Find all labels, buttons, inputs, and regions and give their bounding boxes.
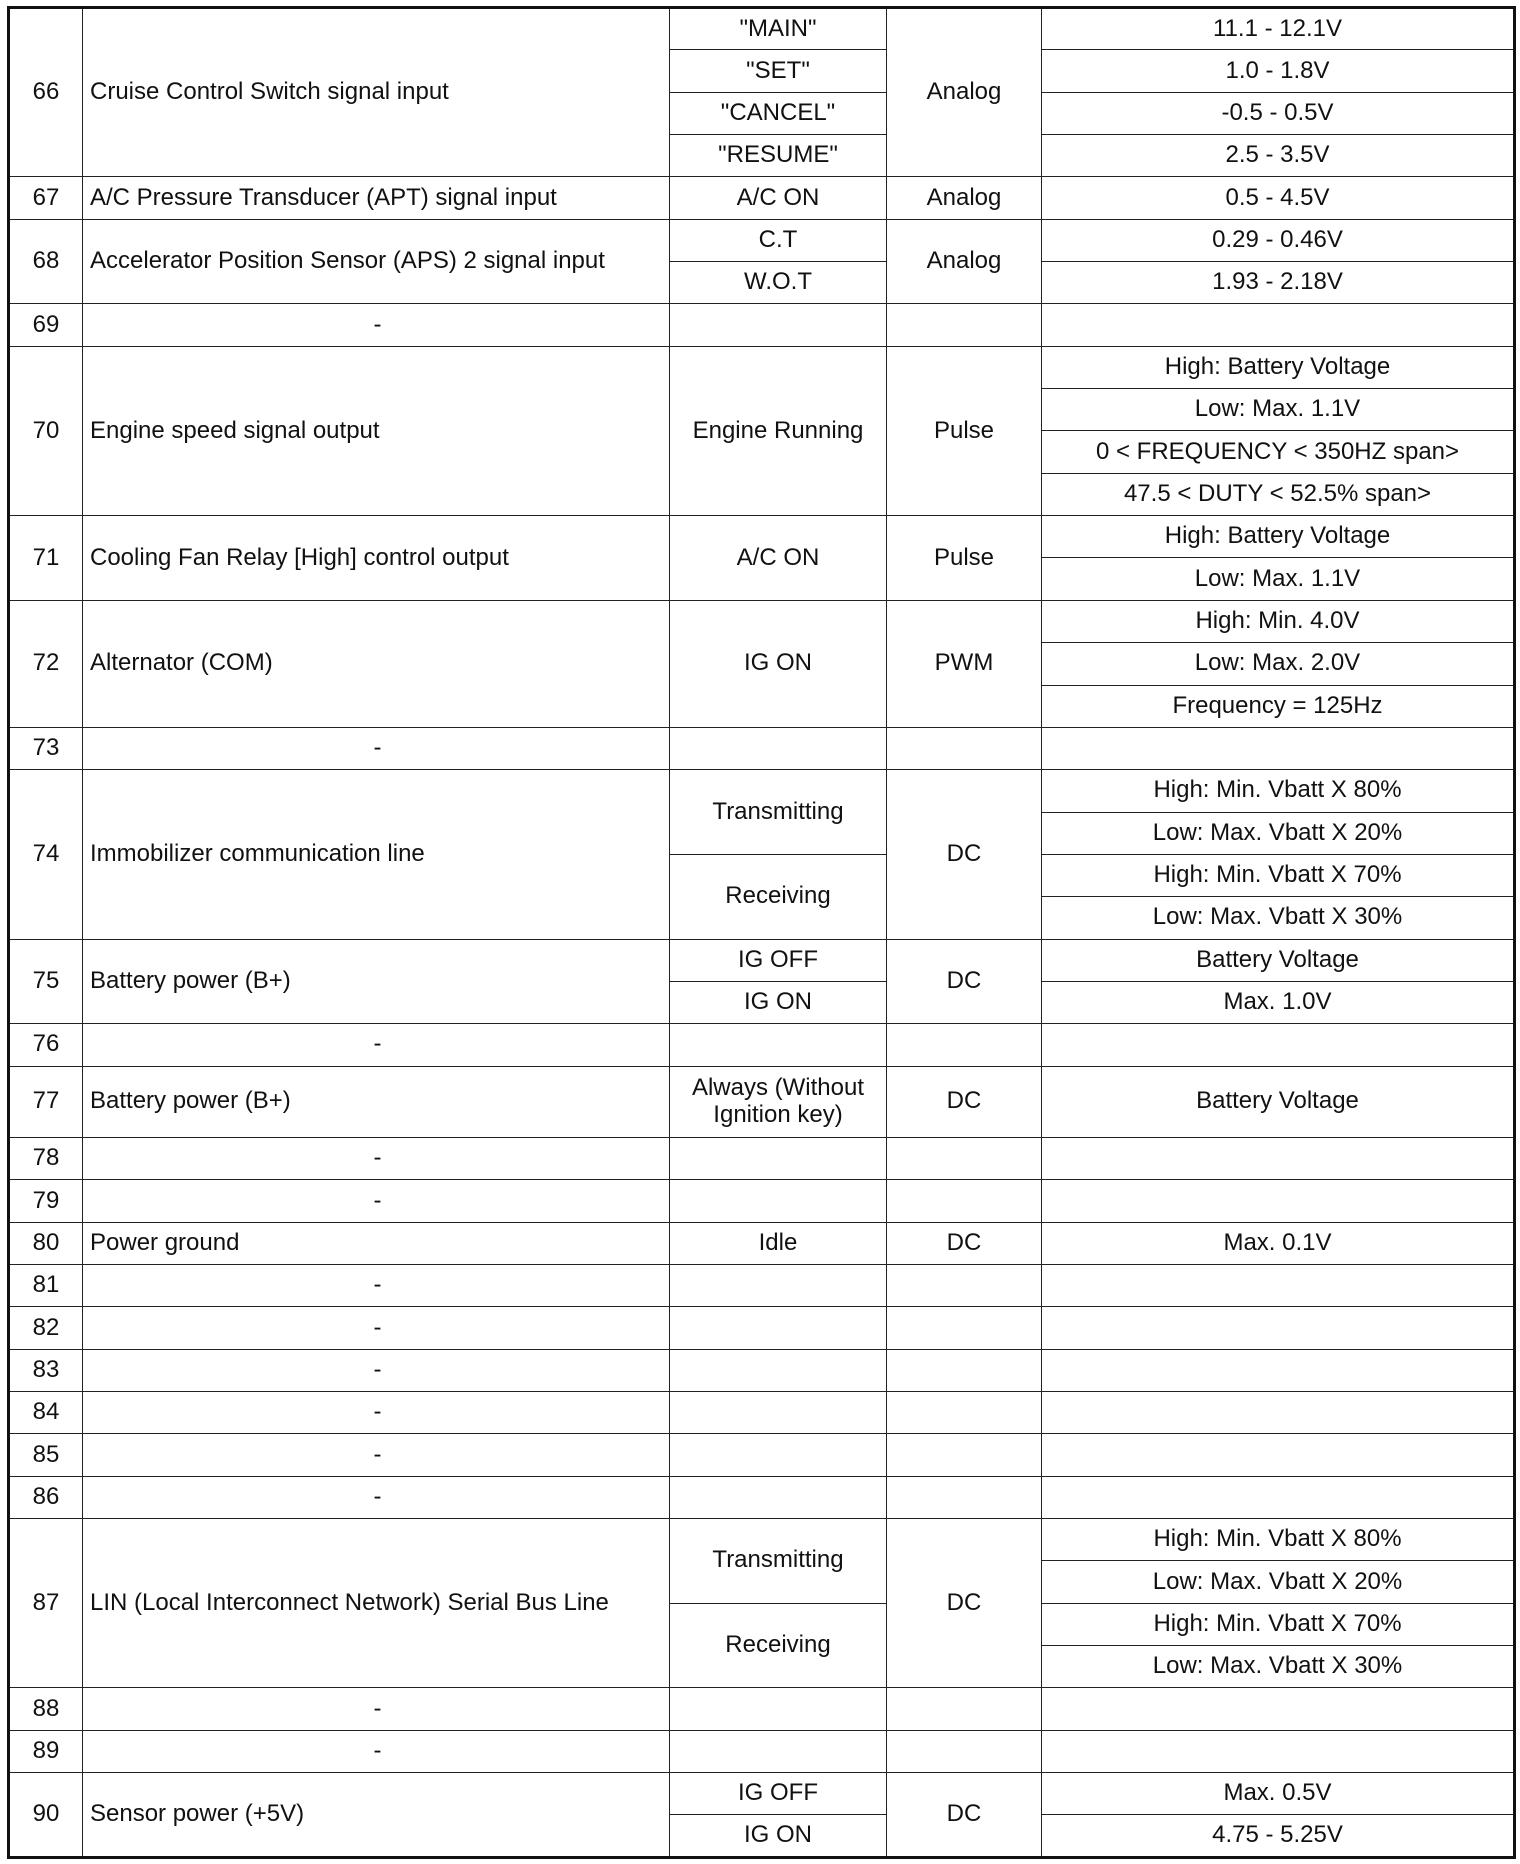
signal-type xyxy=(887,1688,1042,1730)
signal-level: -0.5 - 0.5V xyxy=(1042,92,1515,134)
pin-number: 71 xyxy=(9,516,83,601)
pin-condition: Transmitting xyxy=(670,1519,887,1604)
pin-number: 86 xyxy=(9,1476,83,1518)
signal-level: High: Min. Vbatt X 80% xyxy=(1042,1519,1515,1561)
pin-description: LIN (Local Interconnect Network) Serial Bus Line xyxy=(83,1519,670,1688)
pin-condition: W.O.T xyxy=(670,262,887,304)
signal-type xyxy=(887,1392,1042,1434)
pin-number: 78 xyxy=(9,1137,83,1179)
pin-description: Power ground xyxy=(83,1222,670,1264)
pin-condition xyxy=(670,1137,887,1179)
pin-description: Battery power (B+) xyxy=(83,939,670,1024)
signal-type: DC xyxy=(887,770,1042,939)
pin-table-body xyxy=(9,8,1515,1858)
pin-number: 81 xyxy=(9,1265,83,1307)
pin-condition: IG OFF xyxy=(670,1773,887,1815)
pin-condition: "SET" xyxy=(670,50,887,92)
pin-condition: C.T xyxy=(670,219,887,261)
table-row xyxy=(9,1688,1515,1730)
signal-level: 0 < FREQUENCY < 350HZ span> xyxy=(1042,431,1515,473)
signal-level: Max. 0.1V xyxy=(1042,1222,1515,1264)
pin-condition: Idle xyxy=(670,1222,887,1264)
table-row xyxy=(9,1773,1515,1815)
pin-condition xyxy=(670,1180,887,1222)
signal-level: High: Min. Vbatt X 70% xyxy=(1042,1603,1515,1645)
pin-number: 87 xyxy=(9,1519,83,1688)
signal-type xyxy=(887,727,1042,769)
pin-description: - xyxy=(83,1024,670,1066)
pin-number: 76 xyxy=(9,1024,83,1066)
pin-description: Immobilizer communication line xyxy=(83,770,670,939)
table-row xyxy=(9,1265,1515,1307)
signal-level: High: Min. 4.0V xyxy=(1042,600,1515,642)
pin-condition: "MAIN" xyxy=(670,8,887,50)
pin-condition xyxy=(670,1307,887,1349)
signal-level: 0.5 - 4.5V xyxy=(1042,177,1515,219)
signal-level: High: Min. Vbatt X 80% xyxy=(1042,770,1515,812)
signal-level: Battery Voltage xyxy=(1042,1066,1515,1137)
pin-condition: "CANCEL" xyxy=(670,92,887,134)
signal-level xyxy=(1042,1688,1515,1730)
pin-description: - xyxy=(83,1307,670,1349)
signal-level: Low: Max. Vbatt X 30% xyxy=(1042,897,1515,939)
signal-level: Max. 1.0V xyxy=(1042,981,1515,1023)
pin-condition xyxy=(670,1349,887,1391)
signal-level: 2.5 - 3.5V xyxy=(1042,135,1515,177)
table-row xyxy=(9,346,1515,388)
table-row xyxy=(9,1180,1515,1222)
signal-level: Low: Max. 2.0V xyxy=(1042,643,1515,685)
pin-description: - xyxy=(83,1434,670,1476)
pin-number: 85 xyxy=(9,1434,83,1476)
pin-description: Sensor power (+5V) xyxy=(83,1773,670,1858)
table-row xyxy=(9,1392,1515,1434)
signal-level: 47.5 < DUTY < 52.5% span> xyxy=(1042,473,1515,515)
signal-type: DC xyxy=(887,1222,1042,1264)
signal-type xyxy=(887,1476,1042,1518)
pin-table-sheet xyxy=(7,6,1513,1859)
pin-condition xyxy=(670,1730,887,1772)
signal-level xyxy=(1042,1137,1515,1179)
table-row xyxy=(9,1730,1515,1772)
signal-level xyxy=(1042,1349,1515,1391)
table-row xyxy=(9,219,1515,261)
pin-number: 68 xyxy=(9,219,83,304)
signal-level xyxy=(1042,1392,1515,1434)
table-row xyxy=(9,1476,1515,1518)
table-row xyxy=(9,516,1515,558)
pin-condition: IG OFF xyxy=(670,939,887,981)
pin-condition xyxy=(670,1024,887,1066)
signal-level: Low: Max. 1.1V xyxy=(1042,389,1515,431)
pin-condition: IG ON xyxy=(670,1815,887,1858)
pin-condition xyxy=(670,1434,887,1476)
signal-type: Analog xyxy=(887,219,1042,304)
pin-number: 83 xyxy=(9,1349,83,1391)
signal-level: High: Battery Voltage xyxy=(1042,346,1515,388)
pin-description: - xyxy=(83,1180,670,1222)
signal-level: Max. 0.5V xyxy=(1042,1773,1515,1815)
signal-type: Analog xyxy=(887,8,1042,177)
signal-level xyxy=(1042,727,1515,769)
signal-type: DC xyxy=(887,1773,1042,1858)
pin-condition: Engine Running xyxy=(670,346,887,515)
signal-level: 1.0 - 1.8V xyxy=(1042,50,1515,92)
signal-level: 4.75 - 5.25V xyxy=(1042,1815,1515,1858)
pin-description: Battery power (B+) xyxy=(83,1066,670,1137)
pin-condition: IG ON xyxy=(670,981,887,1023)
pin-number: 89 xyxy=(9,1730,83,1772)
pin-condition xyxy=(670,304,887,346)
pin-description: - xyxy=(83,1476,670,1518)
signal-level xyxy=(1042,1434,1515,1476)
table-row xyxy=(9,727,1515,769)
pin-number: 90 xyxy=(9,1773,83,1858)
pin-number: 77 xyxy=(9,1066,83,1137)
pin-number: 66 xyxy=(9,8,83,177)
signal-type: DC xyxy=(887,1066,1042,1137)
pin-number: 70 xyxy=(9,346,83,515)
pin-number: 69 xyxy=(9,304,83,346)
pin-description: Alternator (COM) xyxy=(83,600,670,727)
pin-condition: IG ON xyxy=(670,600,887,727)
table-row xyxy=(9,1349,1515,1391)
signal-level: High: Battery Voltage xyxy=(1042,516,1515,558)
pin-description: Cruise Control Switch signal input xyxy=(83,8,670,177)
signal-level xyxy=(1042,1024,1515,1066)
signal-level: 1.93 - 2.18V xyxy=(1042,262,1515,304)
table-row xyxy=(9,1024,1515,1066)
pin-number: 88 xyxy=(9,1688,83,1730)
signal-type xyxy=(887,1024,1042,1066)
table-row xyxy=(9,770,1515,812)
pin-description: - xyxy=(83,1730,670,1772)
pin-condition xyxy=(670,1265,887,1307)
pin-number: 84 xyxy=(9,1392,83,1434)
pin-number: 67 xyxy=(9,177,83,219)
pin-description: - xyxy=(83,1688,670,1730)
pin-description: - xyxy=(83,727,670,769)
pin-table xyxy=(7,6,1516,1859)
pin-description: - xyxy=(83,1265,670,1307)
signal-type xyxy=(887,304,1042,346)
pin-condition: Always (Without Ignition key) xyxy=(670,1066,887,1137)
signal-type xyxy=(887,1137,1042,1179)
signal-level: Low: Max. Vbatt X 20% xyxy=(1042,1561,1515,1603)
signal-type: DC xyxy=(887,939,1042,1024)
pin-number: 74 xyxy=(9,770,83,939)
pin-description: Engine speed signal output xyxy=(83,346,670,515)
signal-type xyxy=(887,1180,1042,1222)
pin-condition xyxy=(670,1688,887,1730)
pin-condition xyxy=(670,1476,887,1518)
pin-condition: Receiving xyxy=(670,1603,887,1688)
pin-number: 72 xyxy=(9,600,83,727)
pin-description: - xyxy=(83,304,670,346)
table-row xyxy=(9,1066,1515,1137)
signal-level: Low: Max. Vbatt X 30% xyxy=(1042,1646,1515,1688)
signal-level: Low: Max. 1.1V xyxy=(1042,558,1515,600)
table-row xyxy=(9,1519,1515,1561)
table-row xyxy=(9,8,1515,50)
signal-type: Pulse xyxy=(887,516,1042,601)
signal-type xyxy=(887,1265,1042,1307)
pin-description: - xyxy=(83,1349,670,1391)
pin-number: 79 xyxy=(9,1180,83,1222)
table-row xyxy=(9,304,1515,346)
pin-condition: A/C ON xyxy=(670,177,887,219)
pin-number: 82 xyxy=(9,1307,83,1349)
signal-level xyxy=(1042,1180,1515,1222)
signal-type xyxy=(887,1730,1042,1772)
signal-type xyxy=(887,1307,1042,1349)
signal-level: Low: Max. Vbatt X 20% xyxy=(1042,812,1515,854)
pin-condition: A/C ON xyxy=(670,516,887,601)
signal-level xyxy=(1042,304,1515,346)
signal-type xyxy=(887,1434,1042,1476)
pin-number: 75 xyxy=(9,939,83,1024)
table-row xyxy=(9,1434,1515,1476)
table-row xyxy=(9,1137,1515,1179)
signal-level: 0.29 - 0.46V xyxy=(1042,219,1515,261)
pin-description: A/C Pressure Transducer (APT) signal input xyxy=(83,177,670,219)
pin-description: - xyxy=(83,1137,670,1179)
signal-level: Battery Voltage xyxy=(1042,939,1515,981)
signal-level xyxy=(1042,1265,1515,1307)
signal-level xyxy=(1042,1307,1515,1349)
table-row xyxy=(9,1222,1515,1264)
pin-description: - xyxy=(83,1392,670,1434)
table-row xyxy=(9,939,1515,981)
pin-number: 80 xyxy=(9,1222,83,1264)
table-row xyxy=(9,1307,1515,1349)
pin-condition xyxy=(670,727,887,769)
pin-description: Accelerator Position Sensor (APS) 2 signal input xyxy=(83,219,670,304)
pin-condition: "RESUME" xyxy=(670,135,887,177)
signal-type: DC xyxy=(887,1519,1042,1688)
table-row xyxy=(9,600,1515,642)
signal-level xyxy=(1042,1476,1515,1518)
pin-condition: Receiving xyxy=(670,854,887,939)
signal-type xyxy=(887,1349,1042,1391)
signal-level: Frequency = 125Hz xyxy=(1042,685,1515,727)
signal-type: Pulse xyxy=(887,346,1042,515)
pin-condition: Transmitting xyxy=(670,770,887,855)
pin-description: Cooling Fan Relay [High] control output xyxy=(83,516,670,601)
table-row xyxy=(9,177,1515,219)
signal-type: Analog xyxy=(887,177,1042,219)
signal-level: High: Min. Vbatt X 70% xyxy=(1042,854,1515,896)
signal-level: 11.1 - 12.1V xyxy=(1042,8,1515,50)
pin-condition xyxy=(670,1392,887,1434)
signal-level xyxy=(1042,1730,1515,1772)
signal-type: PWM xyxy=(887,600,1042,727)
pin-number: 73 xyxy=(9,727,83,769)
